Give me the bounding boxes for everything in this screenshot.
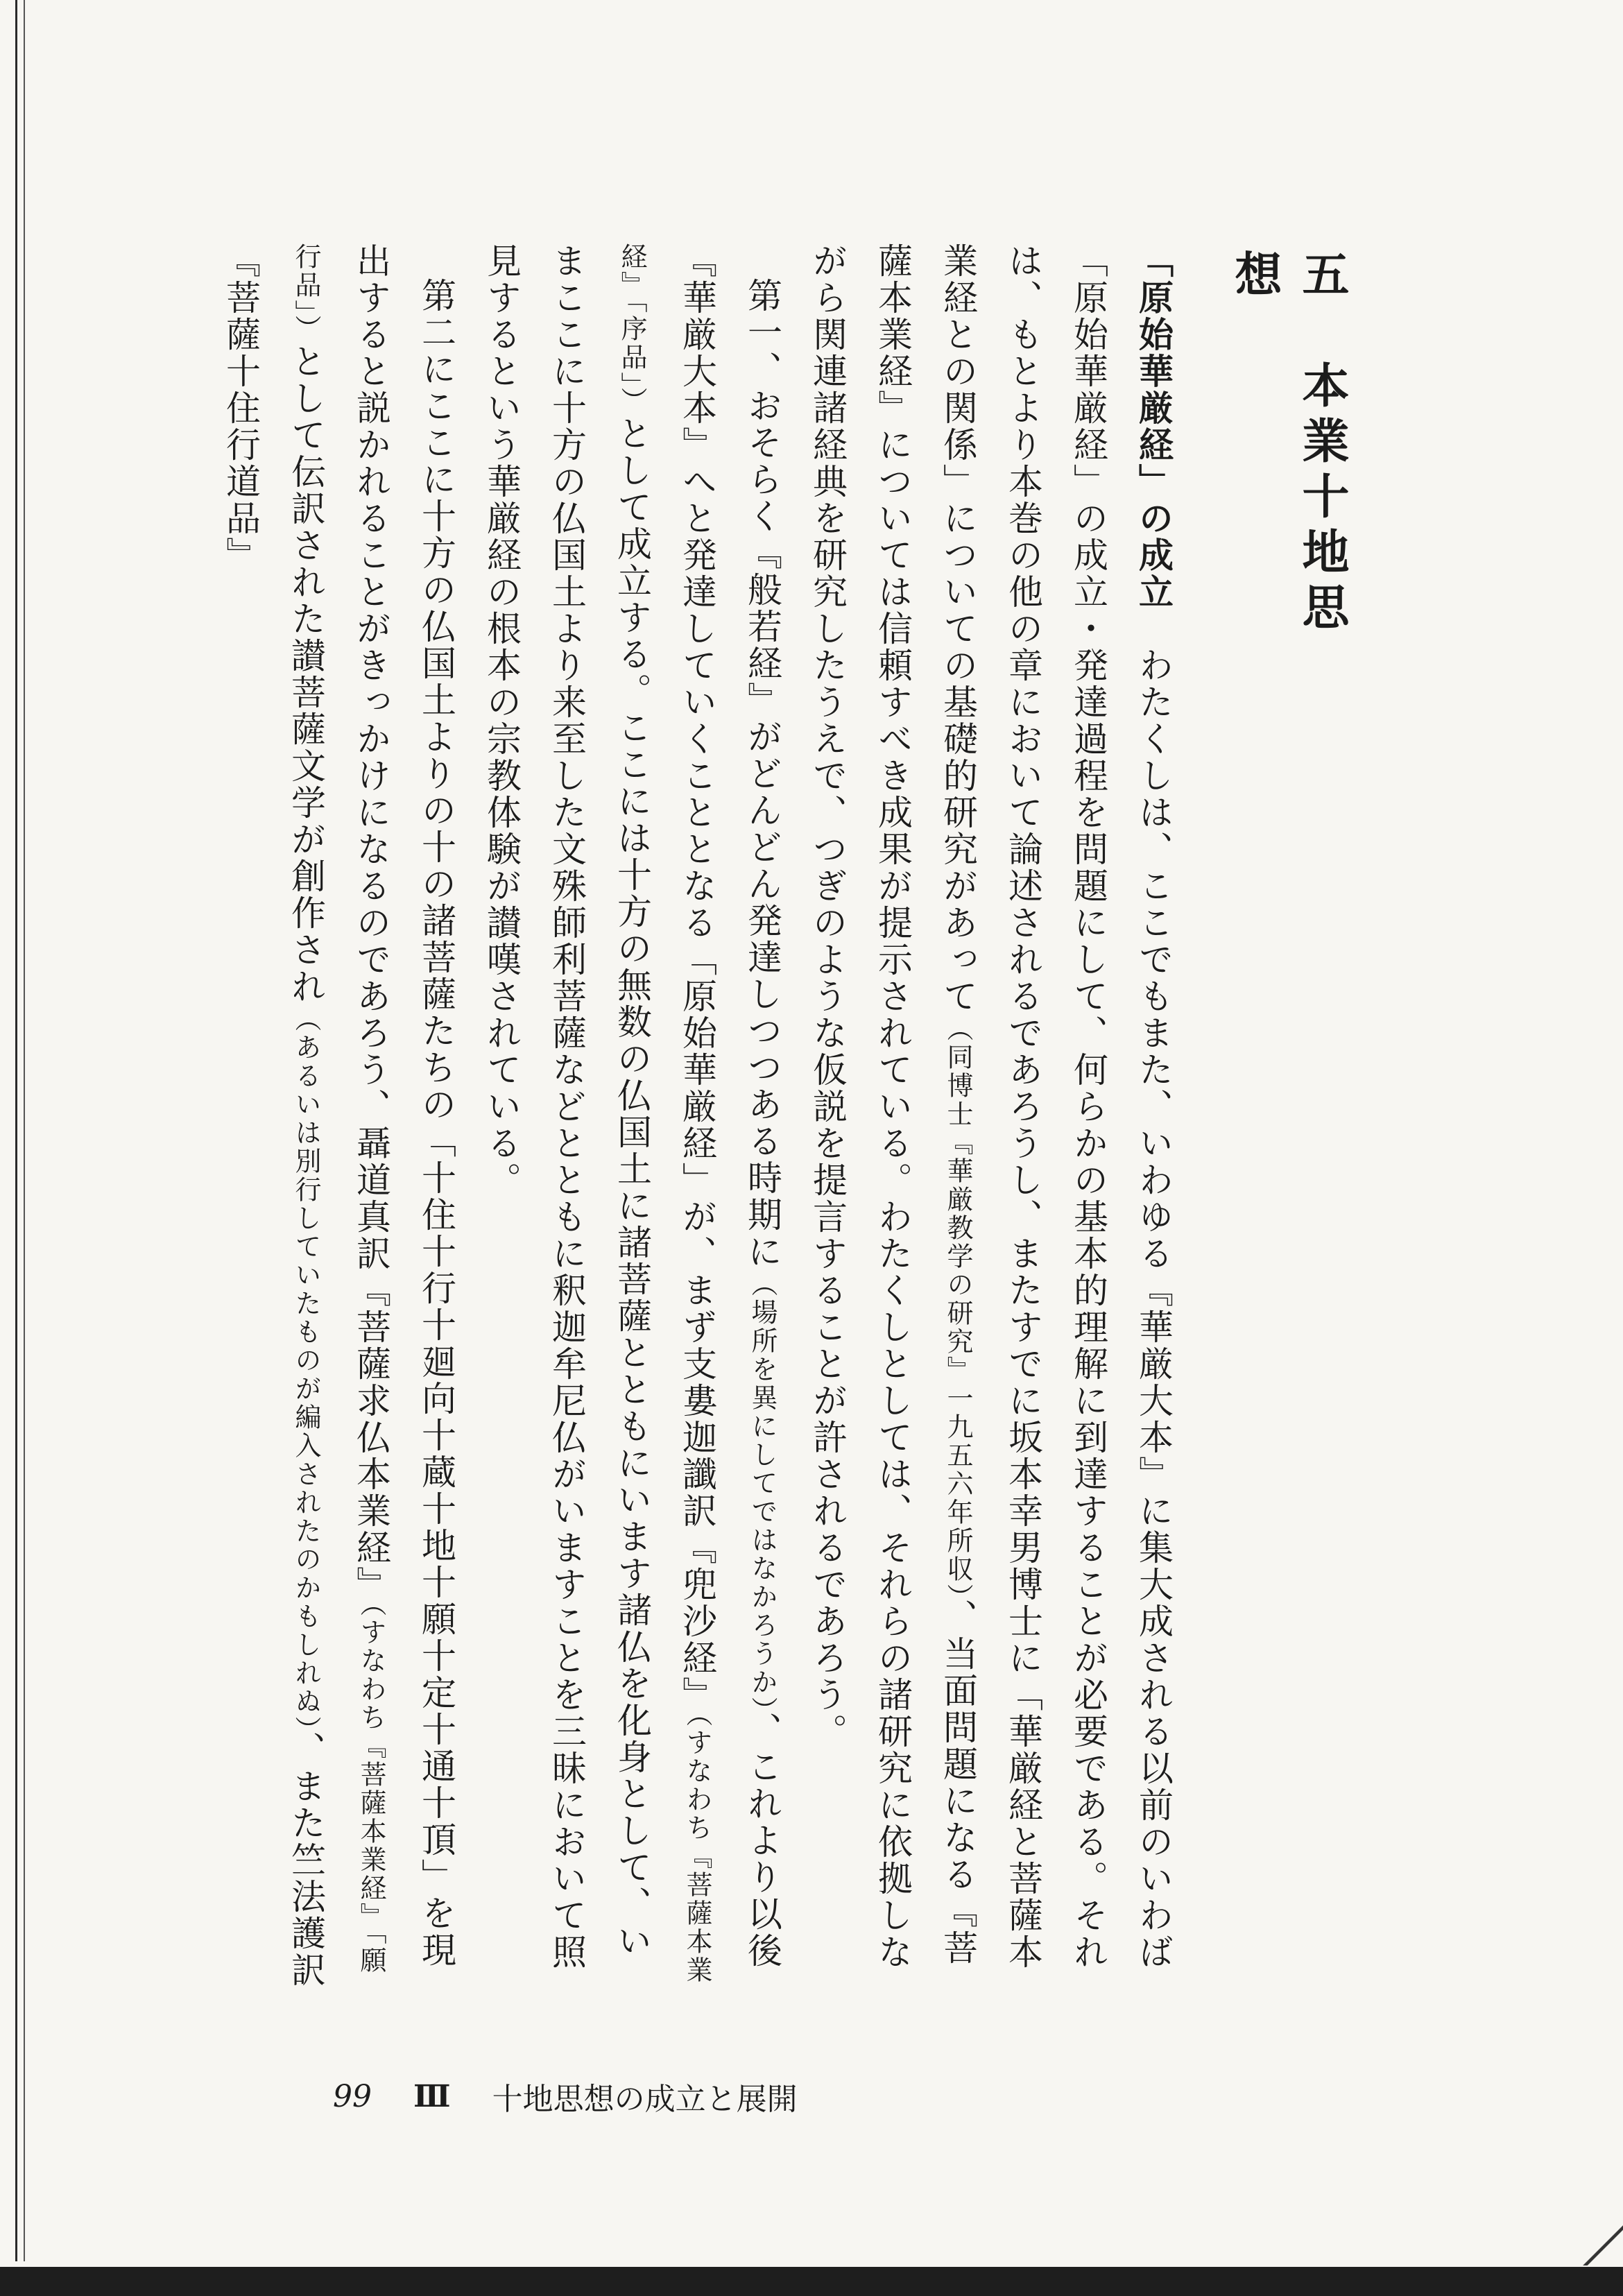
chapter-title: 十地思想の成立と展開 bbox=[492, 2082, 798, 2117]
parenthetical-note: （すなわち『菩薩本業経』「願行品」） bbox=[291, 243, 386, 1975]
parenthetical-note: （場所を異にしてではなかろうか） bbox=[747, 1270, 778, 1712]
part-number: Ⅲ bbox=[413, 2078, 451, 2114]
parenthetical-note: （同博士『華厳教学の研究』一九五六年所収） bbox=[943, 1015, 973, 1599]
page-footer bbox=[333, 2075, 798, 2117]
body-text bbox=[221, 243, 1186, 1991]
scan-bottom-edge bbox=[0, 2267, 1623, 2296]
text-run: わたくしは、ここでもまた、いわゆる『華厳大本』に集大成される以前のいわば「原始華厳経」の成立・発達過程を問題にして、何らかの基本的理解に到達することが必要である。それは、もとより本巻の他の章において論述されるであろうし、またすでに坂本幸男博士に「華厳経と菩薩本業経との関係」についての基礎的研究があって bbox=[938, 243, 1174, 1971]
text-run: として成立する。ここには十方の無数の仏国土に諸菩薩とともにいます諸仏を化身として、いまここに十方の仏国土より来至した文殊師利菩薩などとともに釈迦牟尼仏がいますことを三昧において照見するという華厳経の根本の宗教体験が讃嘆されている。 bbox=[481, 243, 652, 1971]
parenthetical-note: （あるいは別行していたものが編入されたのかもしれぬ） bbox=[291, 1005, 321, 1731]
text-run: 第一、おそらく『般若経』がどんどん発達しつつある時期に bbox=[742, 277, 782, 1270]
text-run: 、当面問題になる『菩薩本業経』については信頼すべき成果が提示されている。わたくしとしては、それらの諸研究に依拠しながら関連諸経典を研究したうえで、つぎのような仮説を提言することが許されるであろう。 bbox=[807, 243, 978, 1971]
text-run: として伝訳された讃菩薩文学が創作され bbox=[286, 343, 326, 1005]
paragraph bbox=[208, 243, 469, 1991]
paragraph bbox=[469, 243, 795, 1991]
run-in-heading: 「原始華厳経」の成立 bbox=[1133, 243, 1174, 610]
binding-edge-line bbox=[15, 0, 17, 2261]
text-run: 第二にここに十方の仏国土よりの十の諸菩薩たちの「十住十行十廻向十蔵十地十願十定十通十頂」を現出すると説かれることがきっかけになるのであろう、聶道真訳『菩薩求仏本業経』 bbox=[351, 243, 456, 1969]
section-heading: 五 本業十地思想 bbox=[1227, 250, 1349, 638]
page-number: 99 bbox=[333, 2078, 372, 2114]
text-run: 、また竺法護訳『菩薩十住行道品』 bbox=[221, 243, 326, 1989]
parenthetical-note: （すなわち『菩薩本業経』「序品」） bbox=[617, 243, 712, 1985]
text-run: 、これより以後『華厳大本』へと発達していくこととなる「原始華厳経」が、まず支婁迦讖訳『兜沙経』 bbox=[677, 243, 782, 1969]
page-corner-curl bbox=[1579, 2220, 1623, 2265]
paragraph bbox=[795, 243, 1186, 1991]
binding-edge-line bbox=[24, 0, 25, 2261]
